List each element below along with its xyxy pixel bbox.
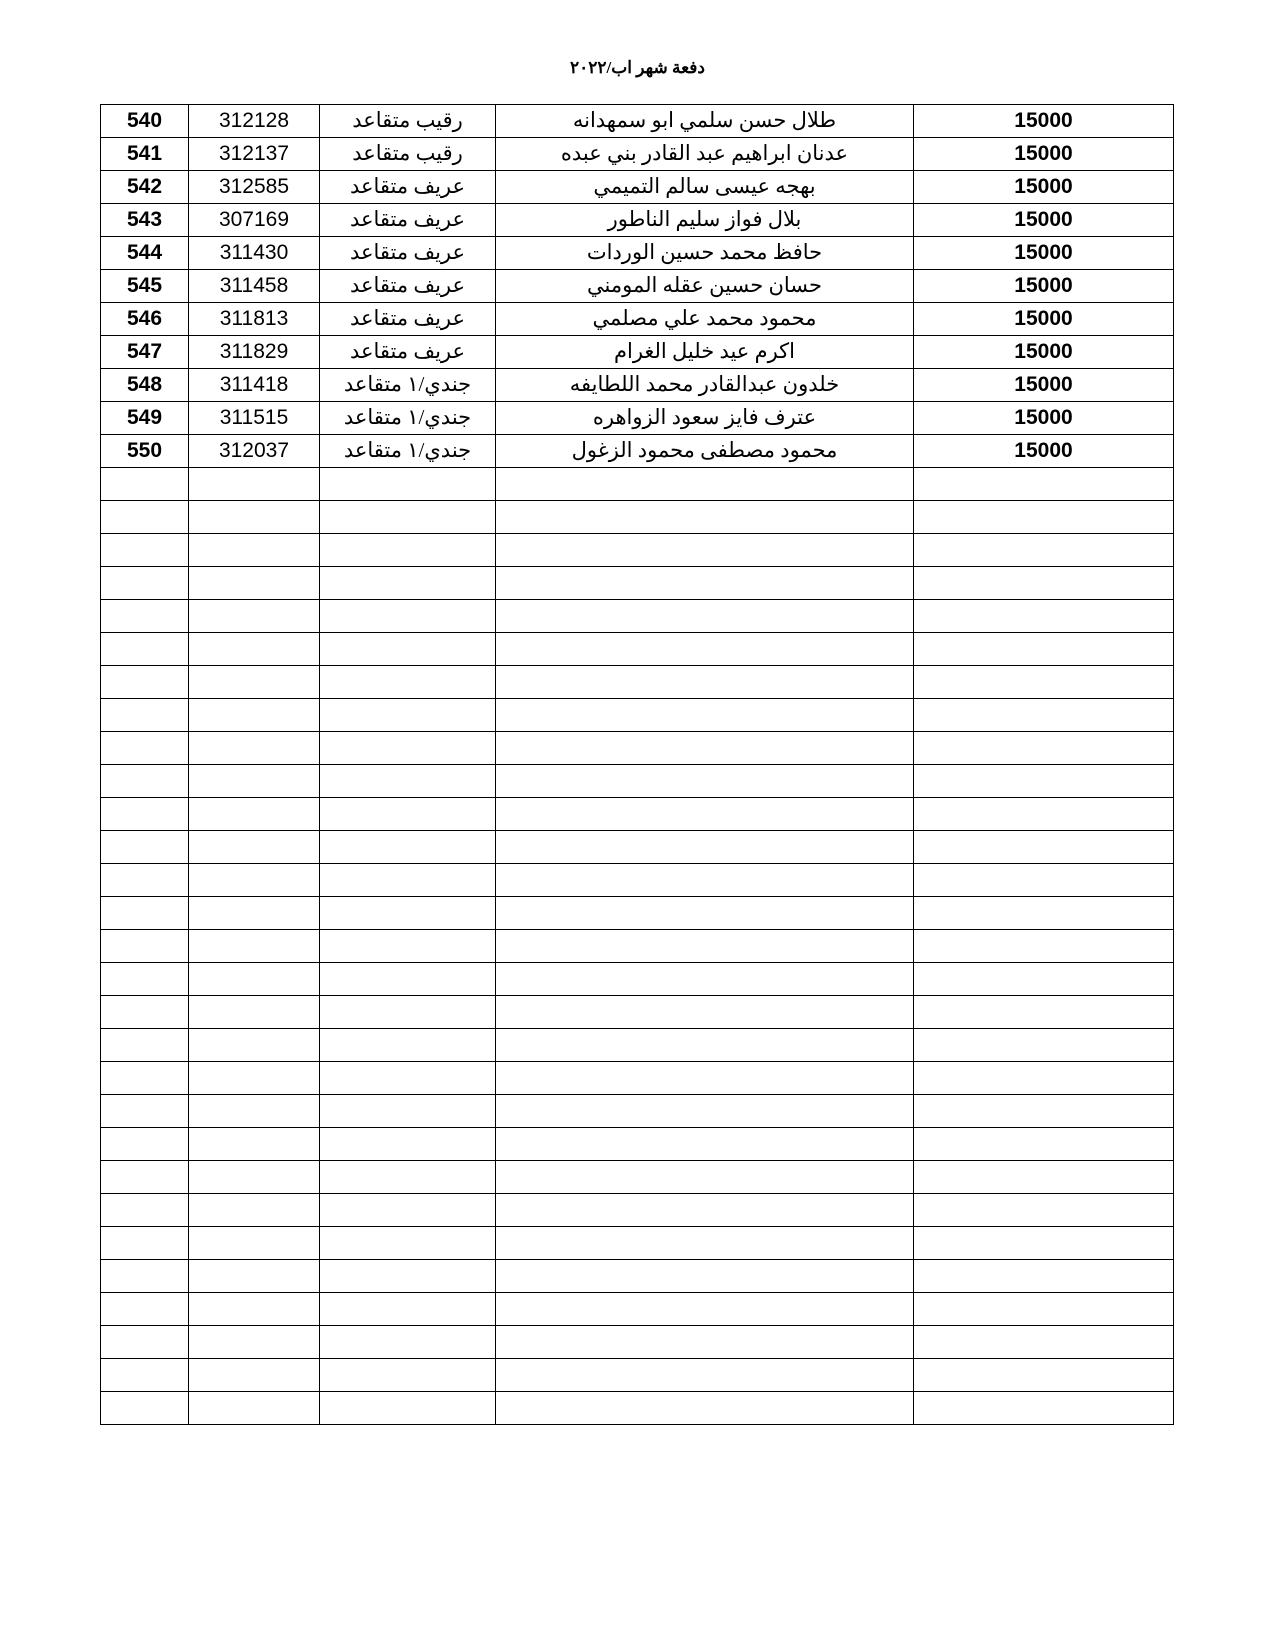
- table-row: [101, 138, 1174, 171]
- cell-military-number: 311813: [189, 303, 320, 336]
- cell-amount: 15000: [914, 270, 1174, 303]
- cell-empty: [101, 1161, 189, 1194]
- cell-empty: [189, 633, 320, 666]
- cell-empty: [320, 666, 496, 699]
- cell-empty: [914, 534, 1174, 567]
- cell-empty: [914, 996, 1174, 1029]
- table-row-empty: [101, 567, 1174, 600]
- cell-empty: [189, 831, 320, 864]
- cell-empty: [101, 1095, 189, 1128]
- cell-military-number: 312137: [189, 138, 320, 171]
- cell-military-number: 311430: [189, 237, 320, 270]
- cell-empty: [189, 1326, 320, 1359]
- cell-empty: [914, 567, 1174, 600]
- cell-empty: [320, 798, 496, 831]
- cell-empty: [189, 666, 320, 699]
- cell-empty: [320, 831, 496, 864]
- cell-amount: 15000: [914, 171, 1174, 204]
- cell-empty: [914, 468, 1174, 501]
- cell-empty: [189, 1359, 320, 1392]
- cell-empty: [496, 864, 914, 897]
- cell-empty: [101, 567, 189, 600]
- cell-amount: 15000: [914, 105, 1174, 138]
- cell-empty: [189, 1062, 320, 1095]
- cell-military-number: 311829: [189, 336, 320, 369]
- cell-rank: جندي/١ متقاعد: [320, 435, 496, 468]
- cell-empty: [320, 1095, 496, 1128]
- cell-empty: [320, 1194, 496, 1227]
- cell-amount: 15000: [914, 402, 1174, 435]
- cell-military-number: 311418: [189, 369, 320, 402]
- cell-amount: 15000: [914, 435, 1174, 468]
- table-row-empty: [101, 600, 1174, 633]
- cell-index: 541: [101, 138, 189, 171]
- cell-military-number: 312128: [189, 105, 320, 138]
- table-row: [101, 237, 1174, 270]
- cell-amount: 15000: [914, 303, 1174, 336]
- cell-empty: [914, 633, 1174, 666]
- cell-empty: [189, 963, 320, 996]
- table-row-empty: [101, 666, 1174, 699]
- cell-empty: [914, 1359, 1174, 1392]
- table-row: [101, 303, 1174, 336]
- table-row-empty: [101, 897, 1174, 930]
- cell-empty: [496, 897, 914, 930]
- cell-empty: [914, 1392, 1174, 1425]
- cell-empty: [320, 468, 496, 501]
- cell-index: 549: [101, 402, 189, 435]
- cell-empty: [101, 699, 189, 732]
- table-row-empty: [101, 1359, 1174, 1392]
- cell-military-number: 312037: [189, 435, 320, 468]
- cell-empty: [496, 1260, 914, 1293]
- table-row-empty: [101, 798, 1174, 831]
- cell-empty: [101, 765, 189, 798]
- cell-empty: [914, 1326, 1174, 1359]
- cell-empty: [189, 1260, 320, 1293]
- cell-empty: [496, 468, 914, 501]
- cell-rank: عريف متقاعد: [320, 303, 496, 336]
- cell-empty: [496, 1293, 914, 1326]
- cell-empty: [496, 1359, 914, 1392]
- cell-rank: جندي/١ متقاعد: [320, 402, 496, 435]
- table-row-empty: [101, 501, 1174, 534]
- cell-empty: [496, 963, 914, 996]
- table-row-empty: [101, 732, 1174, 765]
- cell-empty: [496, 1161, 914, 1194]
- cell-empty: [189, 1293, 320, 1326]
- cell-empty: [101, 1293, 189, 1326]
- cell-empty: [189, 600, 320, 633]
- cell-empty: [189, 1095, 320, 1128]
- cell-empty: [101, 831, 189, 864]
- cell-empty: [496, 1128, 914, 1161]
- cell-empty: [101, 897, 189, 930]
- cell-empty: [320, 1293, 496, 1326]
- cell-name: عترف فايز سعود الزواهره: [496, 402, 914, 435]
- cell-empty: [101, 1359, 189, 1392]
- cell-empty: [496, 1095, 914, 1128]
- cell-empty: [320, 864, 496, 897]
- table-row-empty: [101, 930, 1174, 963]
- cell-name: حافظ محمد حسين الوردات: [496, 237, 914, 270]
- cell-empty: [914, 831, 1174, 864]
- cell-empty: [101, 633, 189, 666]
- table-row: [101, 369, 1174, 402]
- cell-empty: [496, 699, 914, 732]
- cell-empty: [496, 534, 914, 567]
- table-row-empty: [101, 996, 1174, 1029]
- table-row-empty: [101, 699, 1174, 732]
- cell-rank: عريف متقاعد: [320, 237, 496, 270]
- cell-empty: [914, 699, 1174, 732]
- cell-empty: [101, 1029, 189, 1062]
- cell-empty: [914, 1194, 1174, 1227]
- cell-empty: [320, 501, 496, 534]
- cell-empty: [189, 1029, 320, 1062]
- cell-index: 546: [101, 303, 189, 336]
- cell-empty: [101, 1392, 189, 1425]
- cell-empty: [914, 1029, 1174, 1062]
- table-row-empty: [101, 831, 1174, 864]
- cell-index: 548: [101, 369, 189, 402]
- cell-empty: [496, 996, 914, 1029]
- cell-empty: [189, 798, 320, 831]
- cell-empty: [496, 732, 914, 765]
- table-row-empty: [101, 1293, 1174, 1326]
- cell-rank: جندي/١ متقاعد: [320, 369, 496, 402]
- cell-empty: [320, 600, 496, 633]
- cell-empty: [496, 1194, 914, 1227]
- cell-empty: [320, 1227, 496, 1260]
- cell-empty: [320, 1161, 496, 1194]
- payments-table-container: [101, 104, 1174, 1425]
- cell-military-number: 311458: [189, 270, 320, 303]
- cell-empty: [101, 1062, 189, 1095]
- cell-index: 543: [101, 204, 189, 237]
- cell-empty: [101, 1260, 189, 1293]
- table-row-empty: [101, 468, 1174, 501]
- cell-empty: [320, 567, 496, 600]
- cell-name: طلال حسن سلمي ابو سمهدانه: [496, 105, 914, 138]
- table-row-empty: [101, 1062, 1174, 1095]
- table-row: [101, 336, 1174, 369]
- table-row-empty: [101, 765, 1174, 798]
- table-row-empty: [101, 1128, 1174, 1161]
- cell-empty: [189, 732, 320, 765]
- cell-empty: [496, 567, 914, 600]
- cell-empty: [914, 765, 1174, 798]
- cell-empty: [320, 963, 496, 996]
- cell-empty: [914, 963, 1174, 996]
- cell-empty: [320, 765, 496, 798]
- cell-empty: [101, 1326, 189, 1359]
- cell-empty: [320, 1029, 496, 1062]
- cell-empty: [320, 1062, 496, 1095]
- table-row-empty: [101, 534, 1174, 567]
- cell-empty: [914, 1128, 1174, 1161]
- table-row: [101, 204, 1174, 237]
- cell-empty: [496, 633, 914, 666]
- table-row: [101, 435, 1174, 468]
- cell-empty: [914, 600, 1174, 633]
- cell-empty: [101, 798, 189, 831]
- cell-name: محمود مصطفى محمود الزغول: [496, 435, 914, 468]
- cell-empty: [189, 501, 320, 534]
- payments-table: [100, 104, 1174, 1425]
- cell-empty: [496, 600, 914, 633]
- cell-name: محمود محمد علي مصلمي: [496, 303, 914, 336]
- cell-empty: [189, 567, 320, 600]
- cell-empty: [914, 864, 1174, 897]
- cell-empty: [496, 1029, 914, 1062]
- cell-empty: [101, 864, 189, 897]
- cell-empty: [320, 1359, 496, 1392]
- cell-empty: [101, 963, 189, 996]
- table-row-empty: [101, 1161, 1174, 1194]
- cell-empty: [101, 600, 189, 633]
- cell-empty: [496, 831, 914, 864]
- cell-empty: [914, 732, 1174, 765]
- cell-empty: [496, 1326, 914, 1359]
- cell-empty: [101, 1128, 189, 1161]
- cell-empty: [189, 1128, 320, 1161]
- cell-empty: [914, 798, 1174, 831]
- cell-empty: [101, 666, 189, 699]
- cell-name: حسان حسين عقله المومني: [496, 270, 914, 303]
- table-row-empty: [101, 1095, 1174, 1128]
- cell-rank: رقيب متقاعد: [320, 105, 496, 138]
- cell-index: 542: [101, 171, 189, 204]
- cell-name: بهجه عيسى سالم التميمي: [496, 171, 914, 204]
- table-row-empty: [101, 1194, 1174, 1227]
- cell-empty: [320, 1128, 496, 1161]
- cell-empty: [496, 1392, 914, 1425]
- cell-empty: [320, 633, 496, 666]
- cell-empty: [914, 666, 1174, 699]
- cell-empty: [914, 501, 1174, 534]
- cell-index: 540: [101, 105, 189, 138]
- cell-empty: [320, 1260, 496, 1293]
- cell-empty: [320, 930, 496, 963]
- cell-rank: عريف متقاعد: [320, 204, 496, 237]
- cell-empty: [320, 996, 496, 1029]
- cell-index: 547: [101, 336, 189, 369]
- cell-amount: 15000: [914, 237, 1174, 270]
- cell-empty: [914, 897, 1174, 930]
- cell-empty: [101, 996, 189, 1029]
- cell-empty: [101, 468, 189, 501]
- table-row-empty: [101, 1227, 1174, 1260]
- table-row-empty: [101, 1029, 1174, 1062]
- cell-empty: [101, 501, 189, 534]
- table-row: [101, 171, 1174, 204]
- cell-empty: [189, 864, 320, 897]
- cell-empty: [320, 897, 496, 930]
- cell-empty: [189, 534, 320, 567]
- cell-empty: [496, 1227, 914, 1260]
- table-row: [101, 402, 1174, 435]
- cell-empty: [189, 1392, 320, 1425]
- table-row-empty: [101, 864, 1174, 897]
- cell-military-number: 312585: [189, 171, 320, 204]
- cell-empty: [320, 1392, 496, 1425]
- cell-empty: [914, 930, 1174, 963]
- cell-empty: [101, 1194, 189, 1227]
- cell-empty: [189, 1227, 320, 1260]
- table-row-empty: [101, 633, 1174, 666]
- cell-empty: [320, 732, 496, 765]
- cell-index: 544: [101, 237, 189, 270]
- cell-name: بلال فواز سليم الناطور: [496, 204, 914, 237]
- cell-empty: [189, 1194, 320, 1227]
- cell-empty: [496, 666, 914, 699]
- cell-military-number: 307169: [189, 204, 320, 237]
- cell-empty: [914, 1293, 1174, 1326]
- cell-empty: [320, 699, 496, 732]
- cell-empty: [496, 1062, 914, 1095]
- cell-empty: [189, 996, 320, 1029]
- cell-empty: [189, 699, 320, 732]
- cell-amount: 15000: [914, 336, 1174, 369]
- cell-empty: [189, 468, 320, 501]
- cell-empty: [496, 765, 914, 798]
- cell-rank: عريف متقاعد: [320, 171, 496, 204]
- table-row: [101, 105, 1174, 138]
- cell-empty: [496, 798, 914, 831]
- cell-empty: [101, 732, 189, 765]
- cell-rank: رقيب متقاعد: [320, 138, 496, 171]
- table-row-empty: [101, 1392, 1174, 1425]
- cell-empty: [914, 1227, 1174, 1260]
- cell-military-number: 311515: [189, 402, 320, 435]
- table-row-empty: [101, 963, 1174, 996]
- cell-empty: [189, 765, 320, 798]
- cell-empty: [496, 930, 914, 963]
- cell-empty: [914, 1062, 1174, 1095]
- cell-index: 545: [101, 270, 189, 303]
- cell-name: اكرم عيد خليل الغرام: [496, 336, 914, 369]
- cell-empty: [101, 930, 189, 963]
- cell-empty: [101, 534, 189, 567]
- cell-name: خلدون عبدالقادر محمد اللطايفه: [496, 369, 914, 402]
- table-row-empty: [101, 1326, 1174, 1359]
- cell-empty: [320, 1326, 496, 1359]
- cell-name: عدنان ابراهيم عبد القادر بني عبده: [496, 138, 914, 171]
- cell-empty: [189, 1161, 320, 1194]
- cell-amount: 15000: [914, 204, 1174, 237]
- table-row-empty: [101, 1260, 1174, 1293]
- cell-rank: عريف متقاعد: [320, 336, 496, 369]
- cell-empty: [914, 1161, 1174, 1194]
- cell-amount: 15000: [914, 138, 1174, 171]
- cell-empty: [101, 1227, 189, 1260]
- table-row: [101, 270, 1174, 303]
- cell-empty: [914, 1260, 1174, 1293]
- cell-rank: عريف متقاعد: [320, 270, 496, 303]
- cell-index: 550: [101, 435, 189, 468]
- cell-empty: [189, 897, 320, 930]
- cell-empty: [496, 501, 914, 534]
- cell-empty: [914, 1095, 1174, 1128]
- cell-empty: [320, 534, 496, 567]
- cell-amount: 15000: [914, 369, 1174, 402]
- cell-empty: [189, 930, 320, 963]
- page-title: دفعة شهر اب/٢٠٢٢: [570, 58, 705, 77]
